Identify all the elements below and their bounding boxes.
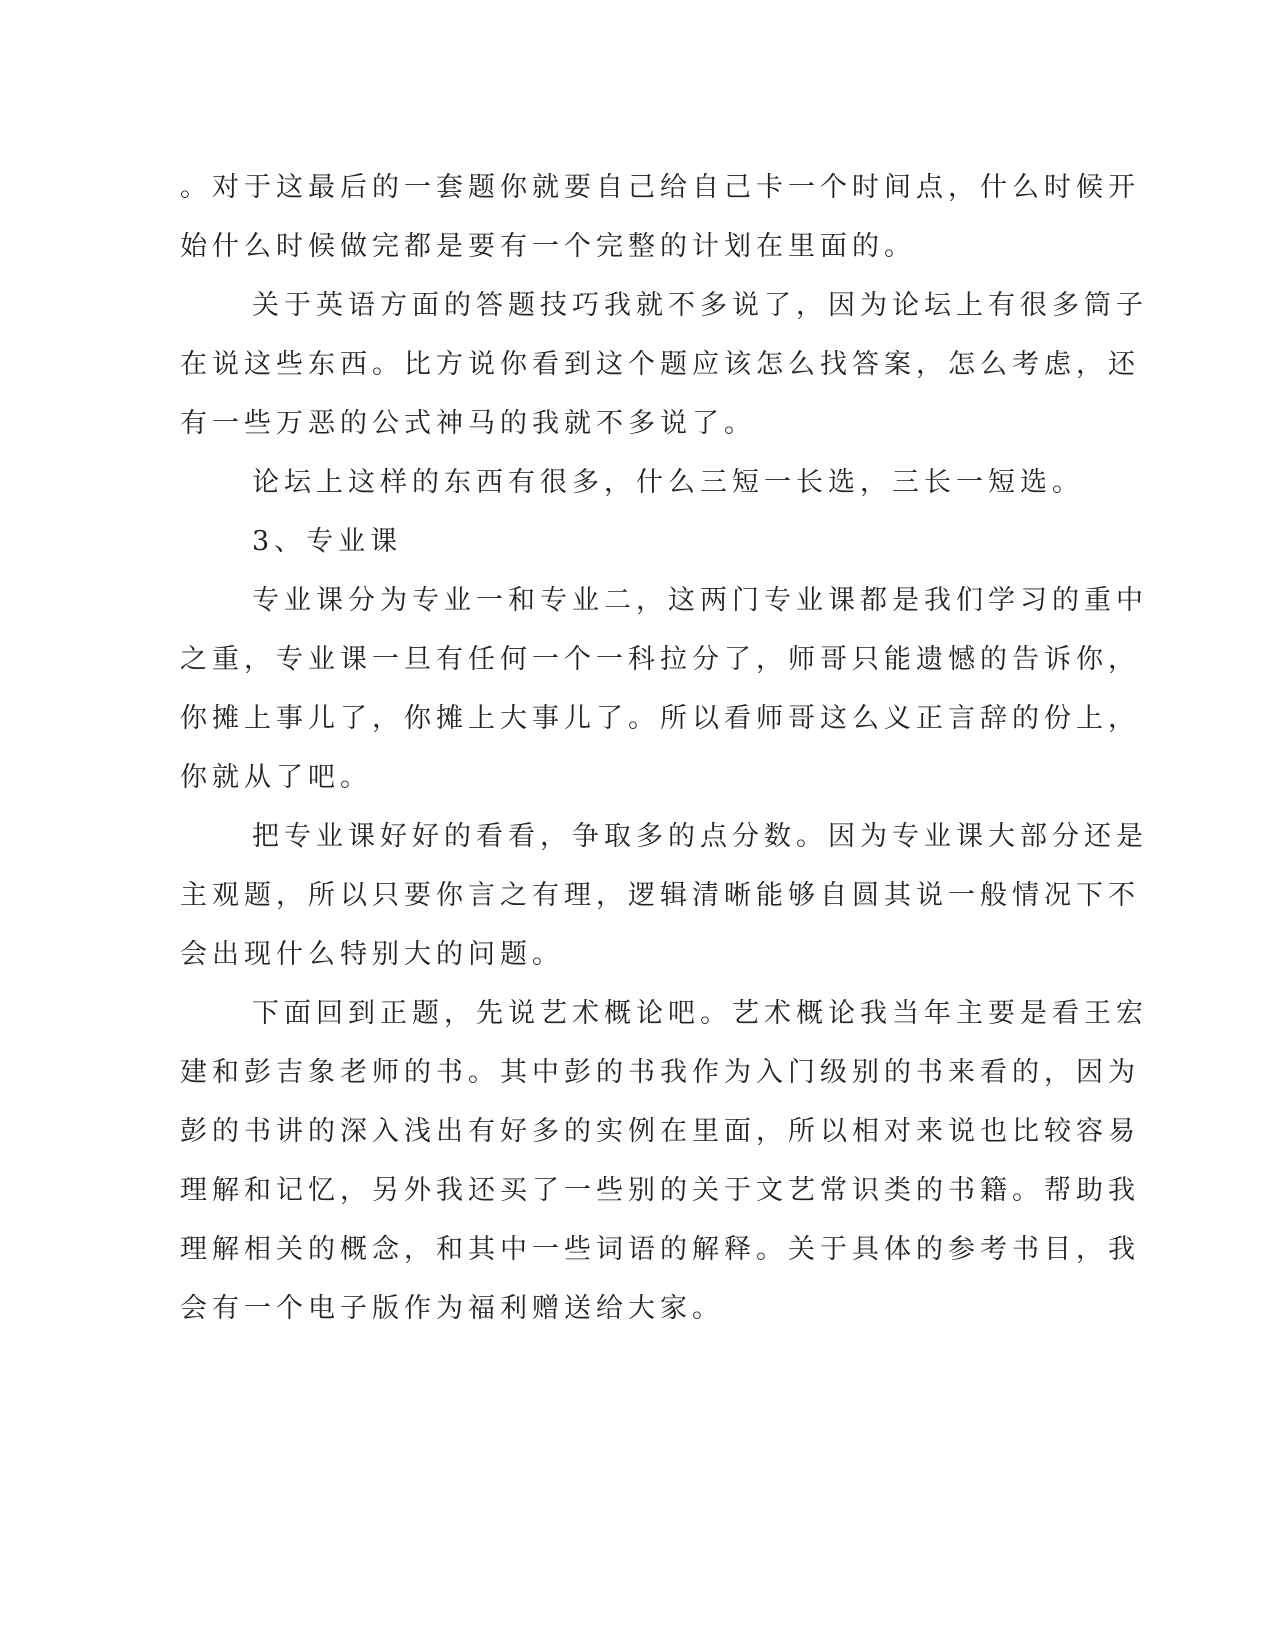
text-line: 之重，专业课一旦有任何一个一科拉分了，师哥只能遗憾的告诉你， <box>180 644 1140 675</box>
text-line: 理解和记忆，另外我还买了一些别的关于文艺常识类的书籍。帮助我 <box>180 1175 1140 1206</box>
text-line: 理解相关的概念，和其中一些词语的解释。关于具体的参考书目，我 <box>180 1234 1140 1265</box>
text-line: 在说这些东西。比方说你看到这个题应该怎么找答案，怎么考虑，还 <box>180 349 1140 380</box>
text-line: 彭的书讲的深入浅出有好多的实例在里面，所以相对来说也比较容易 <box>180 1116 1140 1147</box>
text-line: 有一些万恶的公式神马的我就不多说了。 <box>180 408 756 439</box>
text-line: 始什么时候做完都是要有一个完整的计划在里面的。 <box>180 231 916 262</box>
text-line: 关于英语方面的答题技巧我就不多说了，因为论坛上有很多筒子 <box>252 290 1148 321</box>
section-heading: 3、专业课 <box>252 526 403 557</box>
text-line: 专业课分为专业一和专业二，这两门专业课都是我们学习的重中 <box>252 585 1148 616</box>
text-line: 主观题，所以只要你言之有理，逻辑清晰能够自圆其说一般情况下不 <box>180 880 1140 911</box>
text-line: 建和彭吉象老师的书。其中彭的书我作为入门级别的书来看的，因为 <box>180 1057 1140 1088</box>
body-text <box>180 158 1148 1338</box>
text-line: 论坛上这样的东西有很多，什么三短一长选，三长一短选。 <box>252 467 1084 498</box>
text-line: 把专业课好好的看看，争取多的点分数。因为专业课大部分还是 <box>252 821 1148 852</box>
text-line: 下面回到正题，先说艺术概论吧。艺术概论我当年主要是看王宏 <box>252 998 1148 1029</box>
text-line: 你摊上事儿了，你摊上大事儿了。所以看师哥这么义正言辞的份上， <box>180 703 1140 734</box>
text-line: 会出现什么特别大的问题。 <box>180 939 564 970</box>
text-line: 你就从了吧。 <box>180 762 372 793</box>
text-line: 会有一个电子版作为福利赠送给大家。 <box>180 1293 724 1324</box>
text-line: 。对于这最后的一套题你就要自己给自己卡一个时间点，什么时候开 <box>180 172 1140 203</box>
